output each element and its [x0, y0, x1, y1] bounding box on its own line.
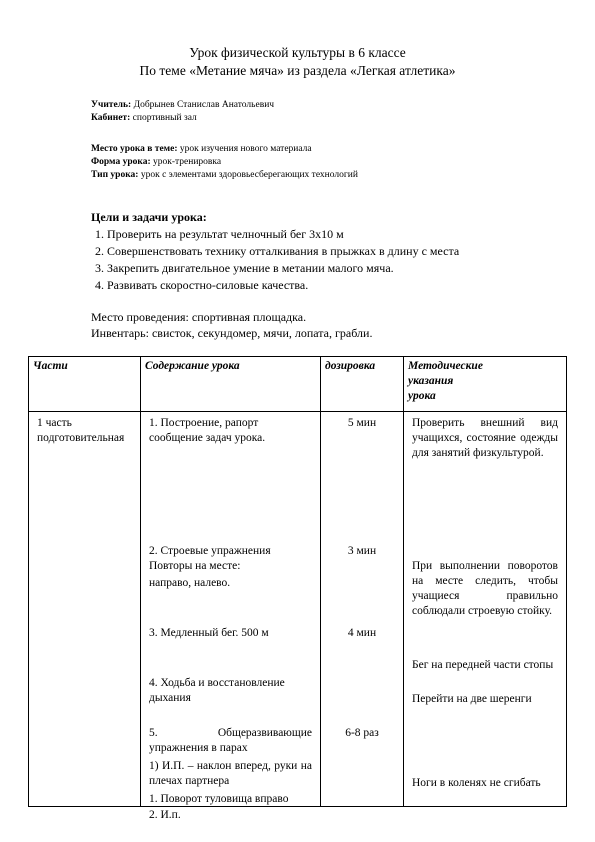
method-note: Ноги в коленях не сгибать [412, 777, 541, 789]
cell-methods [404, 412, 567, 807]
type-value: урок с элементами здоровьесберегающих технологий [140, 170, 358, 180]
content-item: 3. Медленный бег. 500 м [149, 627, 269, 639]
content-item: 5. Общеразвивающие упражнения в парах [149, 727, 312, 754]
dosage-value: 5 мин [347, 417, 377, 429]
header-methods [404, 357, 567, 412]
lesson-plan-table [28, 356, 567, 821]
content-item: 2. И.п. [149, 809, 181, 821]
form-value: урок-тренировка [152, 157, 222, 167]
part-line: подготовительная [37, 432, 125, 444]
meta-teacher-block [91, 99, 274, 125]
room-value: спортивный зал [132, 113, 197, 123]
content-item: 1. Поворот туловища вправо [149, 793, 289, 805]
table-row [29, 412, 567, 807]
meta-lesson-block [91, 143, 358, 182]
header-methods-line: урока [408, 390, 436, 402]
part-line: 1 часть [37, 417, 72, 429]
form-label: Форма урока: [91, 157, 151, 167]
type-line [91, 169, 358, 182]
cell-dosage [321, 412, 404, 807]
method-note: При выполнении поворотов на месте следить, чтобы учащиеся правильно соблюдали строевую стойку. [412, 560, 558, 617]
goals-heading: Цели и задачи урока: [91, 210, 207, 224]
method-note: Перейти на две шеренги [412, 693, 532, 705]
document-subtitle: По теме «Метание мяча» из раздела «Легкая атлетика» [139, 63, 456, 78]
venue-section [91, 309, 372, 341]
teacher-label: Учитель: [91, 100, 132, 110]
goal-item: 1. Проверить на результат челночный бег 3х10 м [95, 227, 344, 241]
room-label: Кабинет: [91, 113, 131, 123]
room-line [91, 112, 274, 125]
header-methods-line: указания [408, 375, 454, 387]
cell-content [141, 412, 321, 821]
venue-equipment: Инвентарь: свисток, секундомер, мячи, лопата, грабли. [91, 326, 373, 340]
content-item: 4. Ходьба и восстановление дыхания [149, 677, 285, 704]
dosage-value: 6-8 раз [345, 727, 379, 739]
content-item: 1. Построение, рапорт сообщение задач урока. [149, 417, 266, 444]
content-item: Повторы на месте: [149, 560, 241, 572]
goal-item: 4. Развивать скоростно-силовые качества. [95, 278, 309, 292]
goal-item: 3. Закрепить двигательное умение в метании малого мяча. [95, 261, 394, 275]
table-header-row [29, 357, 567, 412]
header-content: Содержание урока [141, 357, 321, 412]
part-label [37, 416, 132, 446]
form-line [91, 156, 358, 169]
method-note: Проверить внешний вид учащихся, состояние одежды для занятий физкультурой. [412, 417, 558, 459]
header-dosage: дозировка [321, 357, 404, 412]
content-item: направо, налево. [149, 577, 231, 589]
document-header [0, 44, 595, 80]
place-line [91, 143, 358, 156]
goals-section [91, 209, 459, 294]
teacher-value: Добрынев Станислав Анатольевич [133, 100, 275, 110]
venue-place: Место проведения: спортивная площадка. [91, 310, 307, 324]
document-title: Урок физической культуры в 6 классе [189, 45, 406, 60]
place-value: урок изучения нового материала [179, 144, 312, 154]
content-item: 1) И.П. – наклон вперед, руки на плечах партнера [149, 760, 312, 787]
goal-item: 2. Совершенствовать технику отталкивания в прыжках в длину с места [95, 244, 460, 258]
header-methods-line: Методические [408, 360, 483, 372]
content-item: 2. Строевые упражнения [149, 545, 271, 557]
dosage-value: 4 мин [347, 627, 377, 639]
dosage-value: 3 мин [347, 545, 377, 557]
cell-part [29, 412, 141, 807]
method-note: Бег на передней части стопы [412, 659, 554, 671]
type-label: Тип урока: [91, 170, 139, 180]
header-parts: Части [29, 357, 141, 412]
teacher-line [91, 99, 274, 112]
place-label: Место урока в теме: [91, 144, 178, 154]
goals-list [91, 226, 459, 294]
